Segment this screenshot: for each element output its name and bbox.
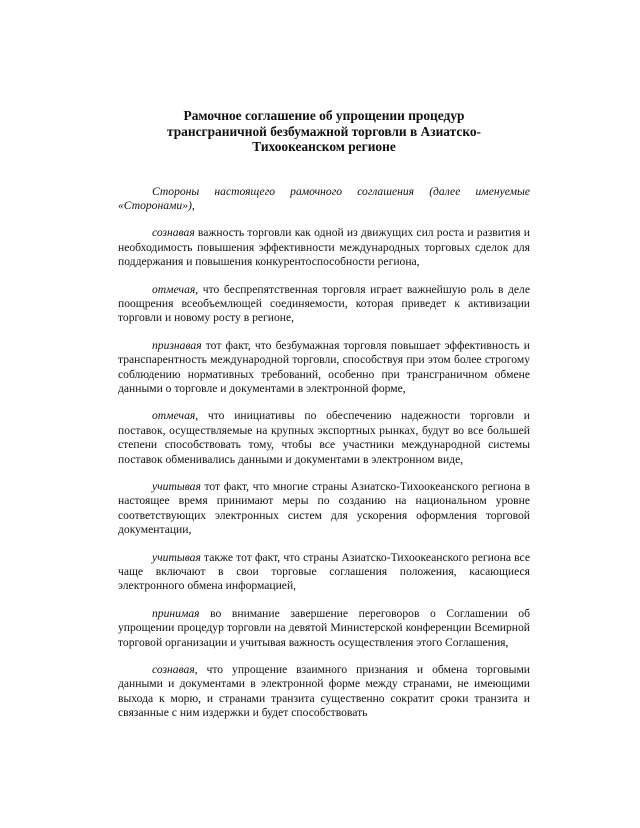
clause-3 (118, 339, 530, 397)
clause-text: важность торговли как одной из движущих сил роста и развития и необходимость повышения эффективности международных торговых сделок для поддержания и повышения конкурентоспособности региона, (118, 226, 530, 269)
clause-text: также тот факт, что страны Азиатско-Тихоокеанского региона все чаще включают в свои торговые соглашения положения, касающиеся электронного обмена информацией, (118, 550, 530, 593)
clause-text: , что инициативы по обеспечению надежности торговли и поставок, осуществляемые на крупных экспортных рынках, будут во все большей степени способствовать тому, чтобы все участники международной системы поставок обменивались данными и документами в электронном виде, (118, 409, 530, 466)
clause-lead: признавая (152, 338, 202, 352)
document-title: Рамочное соглашение об упрощении процедур трансграничной безбумажной торговли в Азиатско-Тихоокеанском регионе (166, 108, 482, 154)
clause-lead: сознавая (152, 663, 195, 677)
clause-2 (118, 283, 530, 326)
clause-7 (118, 607, 530, 650)
clause-text: , что упрощение взаимного признания и обмена торговыми данными и документами в электронной форме между странами, не имеющими выхода к морю, и странами транзита существенно сократит сроки транзита и связанные с ним издержки и будет способствовать (118, 663, 530, 720)
preamble: Стороны настоящего рамочного соглашения (далее именуемые «Сторонами»), (118, 184, 530, 212)
clause-text: тот факт, что безбумажная торговля повышает эффективность и транспарентность международной торговли, способствуя при этом более строгому соблюдению нормативных требований, особенно при трансграничном обмене данными о торговле и документами в электронной форме, (118, 338, 530, 395)
clause-8 (118, 663, 530, 721)
clause-4 (118, 409, 530, 467)
clause-1 (118, 226, 530, 269)
clause-lead: отмечая (152, 282, 196, 296)
clause-lead: учитывая (152, 480, 201, 493)
clause-text: тот факт, что многие страны Азиатско-Тихоокеанского региона в настоящее время принимают меры по созданию на национальном уровне соответствующих электронных систем для ускорения оформления торговой документации, (118, 480, 530, 537)
clause-text: во внимание завершение переговоров о Соглашении об упрощении процедур торговли на девятой Министерской конференции Всемирной торговой организации и учитывая важность осуществления этого Соглашения, (118, 606, 530, 649)
clause-lead: сознавая (152, 226, 195, 240)
clause-lead: учитывая (152, 550, 201, 564)
clause-5 (118, 480, 530, 538)
clause-text: , что беспрепятственная торговля играет важнейшую роль в деле поощрения всеобъемлющей соединяемости, которая приведет к активизации торговли и новому росту в регионе, (118, 282, 530, 325)
clause-lead: отмечая (152, 409, 196, 423)
clause-6 (118, 551, 530, 594)
clause-lead: принимая (152, 606, 200, 620)
